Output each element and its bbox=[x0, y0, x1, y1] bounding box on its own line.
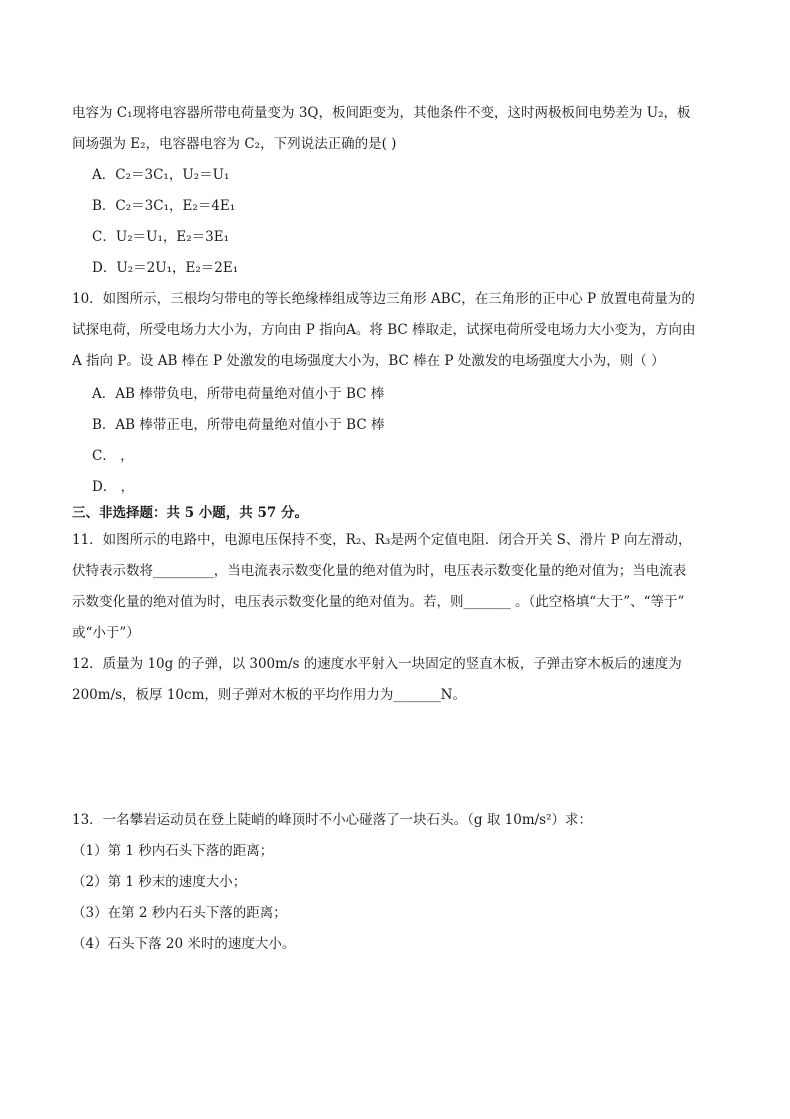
q13-sub-4: （4）石头下落 20 米时的速度大小。 bbox=[72, 936, 296, 952]
q10-text-line-1: 10．如图所示，三根均匀带电的等长绝缘棒组成等边三角形 ABC，在三角形的正中心 P 放置电荷量为的 bbox=[72, 291, 695, 307]
q9-option-b: B．C₂＝3C₁，E₂＝4E₁ bbox=[92, 198, 236, 214]
q11-text-line-4: 或“小于”） bbox=[72, 625, 140, 641]
q10-text-line-2: 试探电荷，所受电场力大小为，方向由 P 指向A。将 BC 棒取走，试探电荷所受电场力大小变为，方向由 bbox=[72, 322, 696, 338]
q10-text-line-3: A 指向 P。设 AB 棒在 P 处激发的电场强度大小为，BC 棒在 P 处激发的电场强度大小为，则（ ） bbox=[72, 353, 665, 369]
q12-text-line-1: 12．质量为 10g 的子弹，以 300m/s 的速度水平射入一块固定的竖直木板，子弹击穿木板后的速度为 bbox=[72, 656, 682, 672]
q12-text-line-2: 200m/s，板厚 10cm，则子弹对木板的平均作用力为_______N。 bbox=[72, 687, 466, 703]
q13-text: 13．一名攀岩运动员在登上陡峭的峰顶时不小心碰落了一块石头。（g 取 10m/s²）求： bbox=[72, 812, 593, 828]
q13-sub-2: （2）第 1 秒末的速度大小； bbox=[72, 874, 247, 890]
q10-option-d: D． ， bbox=[92, 479, 135, 495]
q9-text-line-1: 电容为 C₁现将电容器所带电荷量变为 3Q，板间距变为，其他条件不变，这时两极板间电势差为 U₂，板 bbox=[72, 105, 691, 121]
q10-option-a: A．AB 棒带负电，所带电荷量绝对值小于 BC 棒 bbox=[92, 386, 385, 402]
section-3-heading: 三、非选择题：共 5 小题，共 57 分。 bbox=[72, 505, 308, 521]
q11-text-line-1: 11．如图所示的电路中，电源电压保持不变，R₂、R₃是两个定值电阻．闭合开关 S、滑片 P 向左滑动， bbox=[72, 532, 692, 548]
q11-text-line-2: 伏特表示数将_________，当电流表示数变化量的绝对值为时，电压表示数变化量的绝对值为；当电流表 bbox=[72, 563, 687, 579]
q13-sub-3: （3）在第 2 秒内石头下落的距离； bbox=[72, 905, 287, 921]
q10-option-c: C． ， bbox=[92, 448, 134, 464]
q10-option-b: B．AB 棒带正电，所带电荷量绝对值小于 BC 棒 bbox=[92, 417, 385, 433]
q13-sub-1: （1）第 1 秒内石头下落的距离； bbox=[72, 843, 274, 859]
q9-option-d: D．U₂＝2U₁，E₂＝2E₁ bbox=[92, 260, 239, 276]
q9-option-a: A．C₂＝3C₁，U₂＝U₁ bbox=[92, 167, 230, 183]
q11-text-line-3: 示数变化量的绝对值为时，电压表示数变化量的绝对值为。若，则_______ 。（此空格填“大于”、“等于” bbox=[72, 594, 685, 610]
q9-option-c: C．U₂＝U₁，E₂＝3E₁ bbox=[92, 229, 230, 245]
q9-text-line-2: 间场强为 E₂，电容器电容为 C₂，下列说法正确的是( ) bbox=[72, 136, 397, 152]
